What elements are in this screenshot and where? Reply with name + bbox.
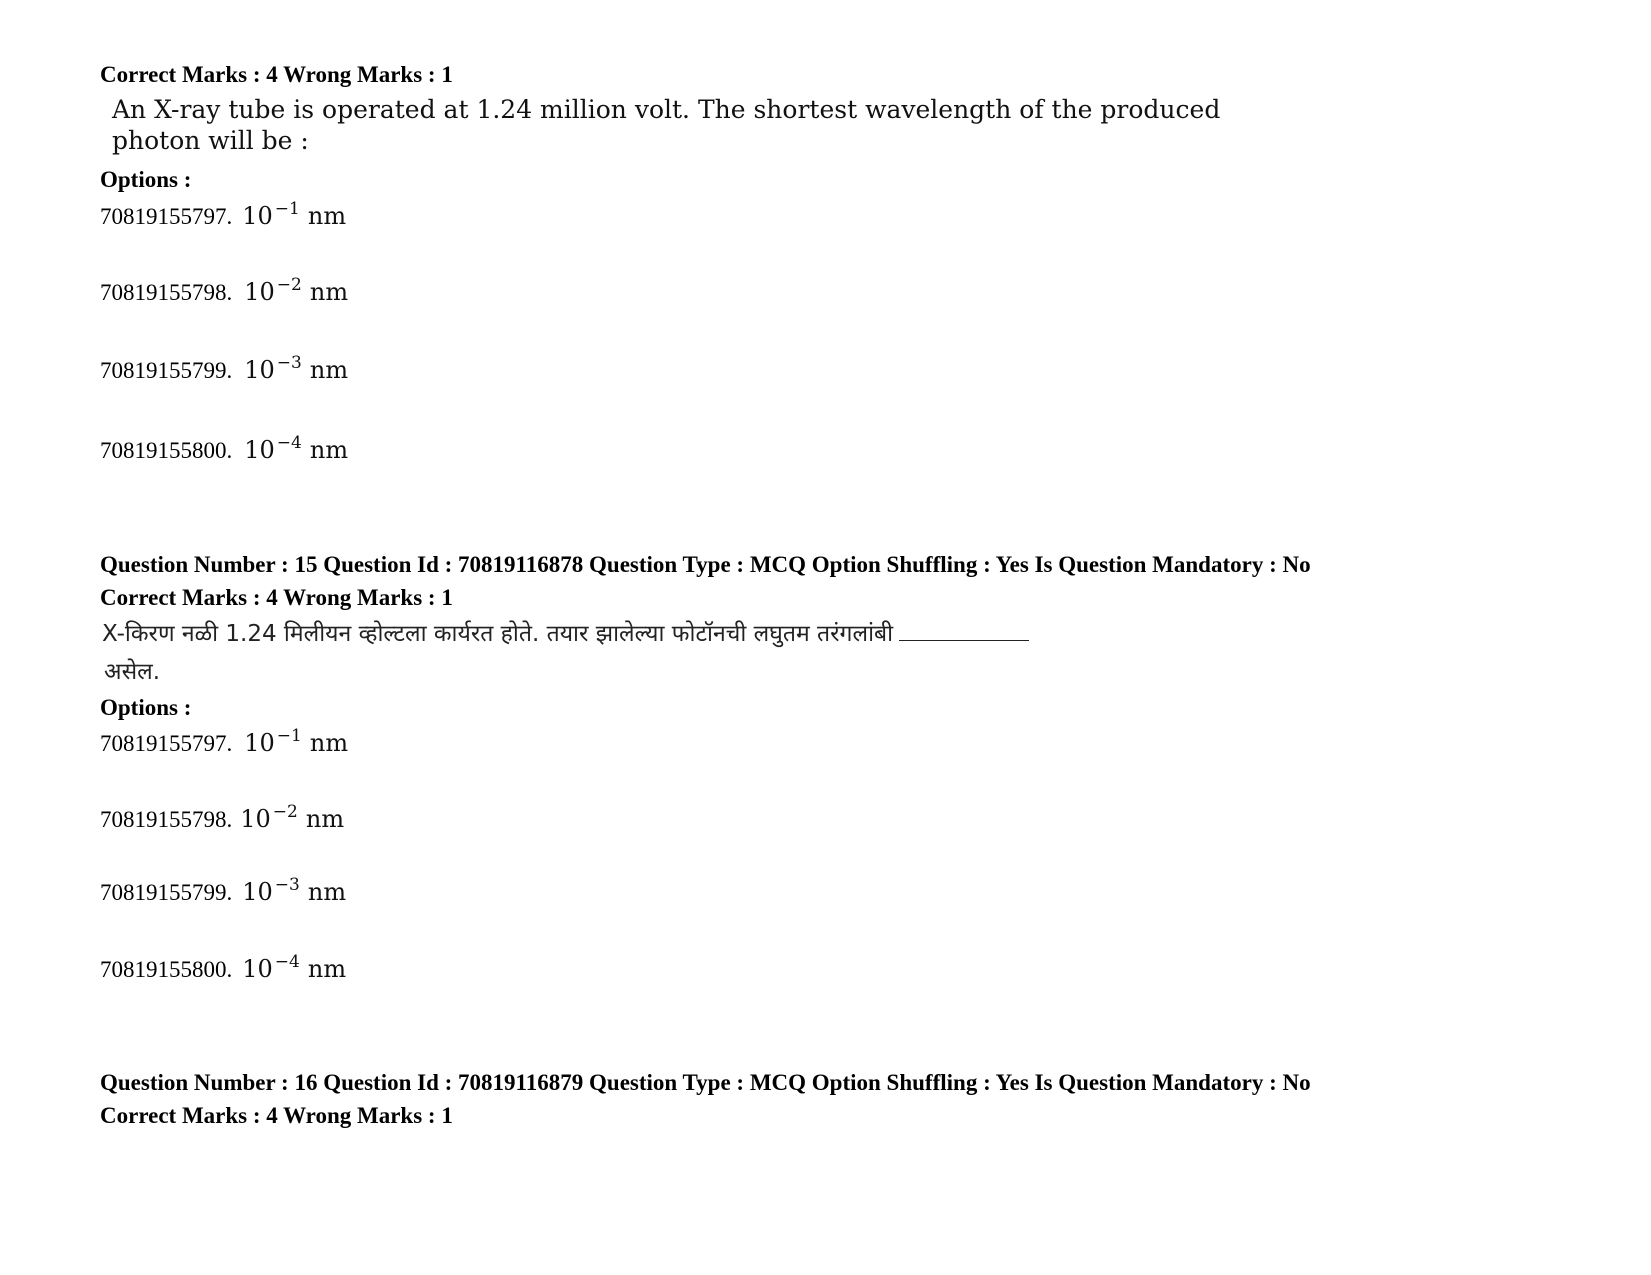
option-id: 70819155799.: [100, 880, 233, 905]
option-value: 10 $^{-2}$ nm: [240, 802, 345, 833]
q15-option: [100, 726, 349, 757]
q15-header: Question Number : 15 Question Id : 70819116878 Question Type : MCQ Option Shuffling : Yes Is Question Mandatory : No: [100, 552, 1311, 577]
q14-question-line-1: An X-ray tube is operated at 1.24 million volt. The shortest wavelength of the produced: [112, 95, 1221, 124]
option-id: 70819155798.: [100, 807, 233, 832]
q15-option: [100, 875, 347, 906]
q15-option: [100, 952, 347, 983]
q15-question-line-1: X-किरण नळी 1.24 मिलीयन व्होल्टला कार्यरत होते. तयार झालेल्या फोटॉनची लघुतम तरंगलांबी: [102, 623, 1029, 646]
q16-header: Question Number : 16 Question Id : 70819116879 Question Type : MCQ Option Shuffling : Yes Is Question Mandatory : No: [100, 1070, 1311, 1095]
option-id: 70819155798.: [100, 280, 233, 305]
option-value: 10 $^{-2}$ nm: [244, 275, 349, 306]
option-value: 10 $^{-4}$ nm: [244, 433, 349, 464]
q14-option: [100, 353, 349, 384]
answer-blank: [899, 640, 1029, 641]
q14-option: [100, 433, 349, 464]
option-value: 10 $^{-3}$ nm: [244, 353, 349, 384]
q16-marks: Correct Marks : 4 Wrong Marks : 1: [100, 1103, 453, 1128]
option-id: 70819155797.: [100, 731, 233, 756]
option-value: 10 $^{-4}$ nm: [242, 952, 347, 983]
option-value: 10 $^{-1}$ nm: [244, 726, 349, 757]
q15-option: [100, 802, 345, 833]
q14-question-line-2: photon will be :: [112, 126, 309, 155]
option-value: 10 $^{-1}$ nm: [242, 199, 347, 230]
option-id: 70819155799.: [100, 358, 233, 383]
q14-option: [100, 275, 349, 306]
q14-option: [100, 199, 347, 230]
option-id: 70819155800.: [100, 438, 233, 463]
q15-marks: Correct Marks : 4 Wrong Marks : 1: [100, 585, 453, 610]
q15-options-label: Options :: [100, 695, 192, 720]
q14-marks: Correct Marks : 4 Wrong Marks : 1: [100, 62, 453, 87]
option-id: 70819155797.: [100, 204, 233, 229]
option-id: 70819155800.: [100, 957, 233, 982]
option-value: 10 $^{-3}$ nm: [242, 875, 347, 906]
q14-options-label: Options :: [100, 167, 192, 192]
q15-question-line-2: असेल.: [104, 659, 161, 685]
